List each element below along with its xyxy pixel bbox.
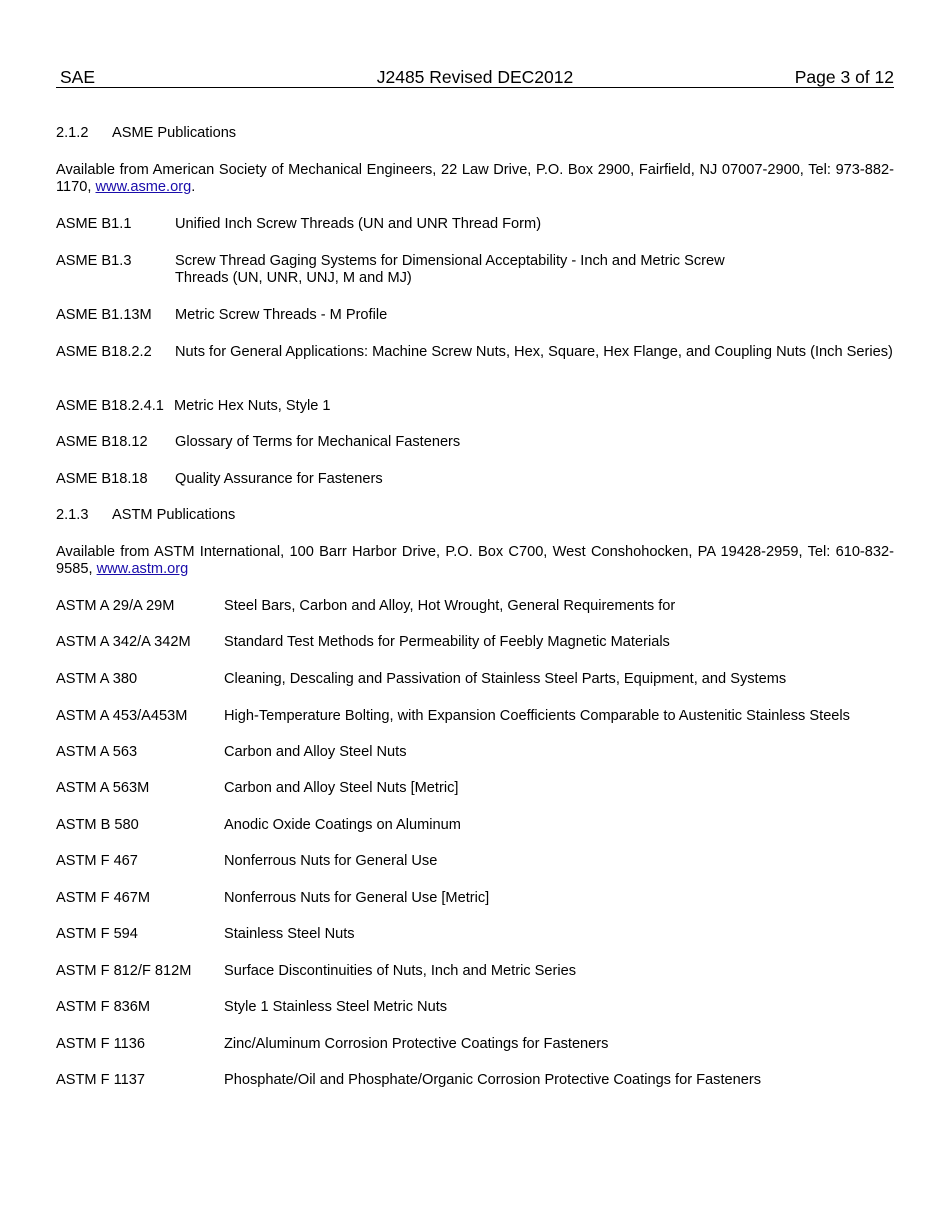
astm-section-heading bbox=[56, 507, 894, 524]
reference-code: ASTM A 563 bbox=[56, 744, 138, 760]
reference-code: ASME B18.12 bbox=[56, 434, 148, 450]
availability-text: Available from American Society of Mechanical Engineers, 22 Law Drive, P.O. Box 2900, Fairfield, NJ 07007-2900, Tel: 973-882-1170, bbox=[56, 162, 894, 195]
reference-title: Cleaning, Descaling and Passivation of Stainless Steel Parts, Equipment, and Systems bbox=[224, 671, 787, 687]
reference-title: Carbon and Alloy Steel Nuts bbox=[224, 744, 407, 760]
section-number: 2.1.2 bbox=[56, 125, 89, 141]
section-title: ASTM Publications bbox=[112, 507, 236, 523]
reference-title: Phosphate/Oil and Phosphate/Organic Corrosion Protective Coatings for Fasteners bbox=[224, 1072, 762, 1088]
reference-title: Nonferrous Nuts for General Use bbox=[224, 853, 438, 869]
reference-code: ASME B1.3 bbox=[56, 253, 132, 269]
asme-website-link[interactable]: www.asme.org bbox=[95, 179, 192, 195]
reference-code: ASTM A 29/A 29M bbox=[56, 598, 175, 614]
astm-website-link[interactable]: www.astm.org bbox=[96, 561, 189, 577]
reference-code: ASME B18.18 bbox=[56, 471, 148, 487]
reference-title: Nuts for General Applications: Machine Screw Nuts, Hex, Square, Hex Flange, and Coupling Nuts (Inch Series) bbox=[175, 344, 893, 360]
reference-title-line1: Screw Thread Gaging Systems for Dimensional Acceptability - Inch and Metric Screw bbox=[175, 253, 725, 269]
reference-title: Zinc/Aluminum Corrosion Protective Coatings for Fasteners bbox=[224, 1036, 609, 1052]
section-number: 2.1.3 bbox=[56, 507, 89, 523]
reference-code: ASTM B 580 bbox=[56, 817, 139, 833]
page-header bbox=[56, 66, 894, 88]
reference-code: ASTM F 1137 bbox=[56, 1072, 145, 1088]
reference-code: ASME B1.13M bbox=[56, 307, 152, 323]
reference-title: High-Temperature Bolting, with Expansion Coefficients Comparable to Austenitic Stainless Steels bbox=[224, 708, 850, 724]
reference-title: Nonferrous Nuts for General Use [Metric] bbox=[224, 890, 490, 906]
reference-code: ASME B18.2.4.1 bbox=[56, 398, 164, 414]
reference-title: Stainless Steel Nuts bbox=[224, 926, 355, 942]
reference-title: Style 1 Stainless Steel Metric Nuts bbox=[224, 999, 448, 1015]
reference-title: Steel Bars, Carbon and Alloy, Hot Wrought, General Requirements for bbox=[224, 598, 676, 614]
astm-availability bbox=[56, 544, 894, 578]
reference-title: Carbon and Alloy Steel Nuts [Metric] bbox=[224, 780, 459, 796]
reference-code: ASTM F 812/F 812M bbox=[56, 963, 192, 979]
header-org: SAE bbox=[60, 67, 96, 87]
reference-code: ASTM F 836M bbox=[56, 999, 151, 1015]
reference-title-line2: Threads (UN, UNR, UNJ, M and MJ) bbox=[175, 270, 412, 286]
availability-suffix: . bbox=[191, 179, 196, 195]
reference-code: ASTM F 467M bbox=[56, 890, 151, 906]
reference-title: Metric Hex Nuts, Style 1 bbox=[174, 398, 331, 414]
reference-code: ASTM A 380 bbox=[56, 671, 138, 687]
asme-section-heading bbox=[56, 125, 894, 142]
reference-code: ASTM A 342/A 342M bbox=[56, 634, 191, 650]
reference-title: Unified Inch Screw Threads (UN and UNR Thread Form) bbox=[175, 216, 542, 232]
reference-code: ASTM F 594 bbox=[56, 926, 138, 942]
availability-text: Available from ASTM International, 100 Barr Harbor Drive, P.O. Box C700, West Conshohocken, PA 19428-2959, Tel: 610-832-9585, bbox=[56, 544, 894, 577]
asme-availability bbox=[56, 162, 894, 196]
header-page-number: Page 3 of 12 bbox=[794, 67, 894, 87]
reference-title: Metric Screw Threads - M Profile bbox=[175, 307, 388, 323]
reference-title: Glossary of Terms for Mechanical Fasteners bbox=[175, 434, 461, 450]
reference-code: ASTM F 1136 bbox=[56, 1036, 145, 1052]
reference-title: Surface Discontinuities of Nuts, Inch and Metric Series bbox=[224, 963, 577, 979]
reference-title: Anodic Oxide Coatings on Aluminum bbox=[224, 817, 461, 833]
header-doc-id: J2485 Revised DEC2012 bbox=[376, 67, 574, 87]
reference-row bbox=[56, 253, 894, 289]
reference-title: Standard Test Methods for Permeability of Feebly Magnetic Materials bbox=[224, 634, 670, 650]
reference-code: ASTM A 453/A453M bbox=[56, 708, 188, 724]
section-title: ASME Publications bbox=[112, 125, 237, 141]
reference-code: ASME B18.2.2 bbox=[56, 344, 152, 360]
reference-code: ASTM F 467 bbox=[56, 853, 138, 869]
reference-code: ASTM A 563M bbox=[56, 780, 150, 796]
reference-code: ASME B1.1 bbox=[56, 216, 132, 232]
reference-title: Quality Assurance for Fasteners bbox=[175, 471, 383, 487]
reference-title bbox=[175, 253, 894, 287]
